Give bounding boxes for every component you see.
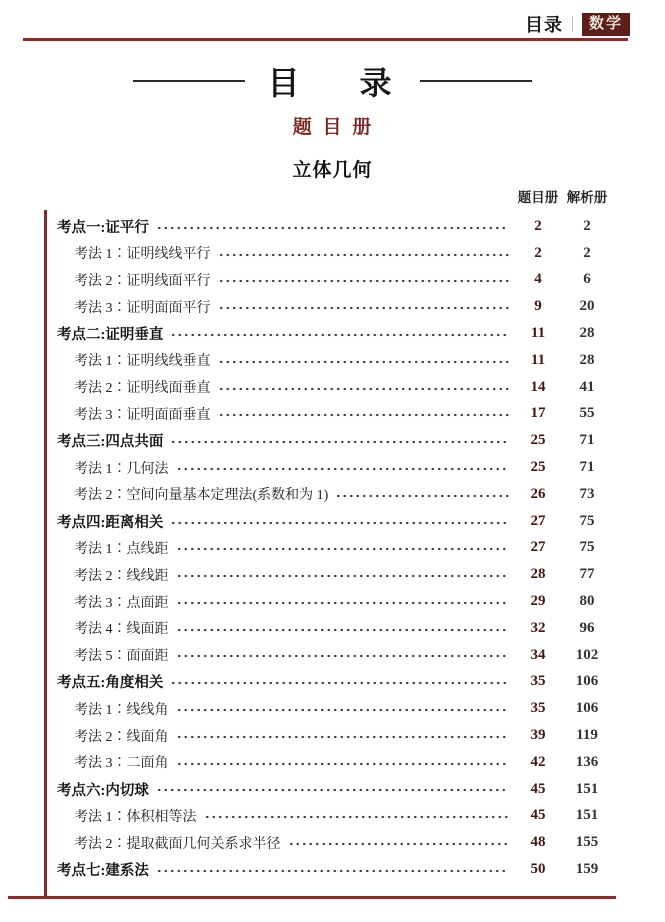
- toc-row: [57, 588, 612, 615]
- toc-row: [57, 374, 612, 401]
- page-number-question-book: 27: [530, 512, 546, 529]
- page-number-question-book: 25: [530, 459, 546, 476]
- page-number-answer-book: 2: [583, 217, 591, 234]
- book-subtitle: 题 目 册: [292, 117, 373, 138]
- dotted-leader: [218, 374, 510, 401]
- page-number-question-book: 45: [530, 807, 546, 824]
- page-number-answer-book: 119: [576, 727, 598, 744]
- toc-entry-label: 考法 2∶线线距: [74, 568, 169, 584]
- page-number-answer-book: 71: [579, 432, 595, 449]
- bottom-page-rule: [8, 896, 616, 899]
- page-number-question-book: 32: [530, 619, 546, 636]
- dotted-leader: [218, 240, 510, 267]
- column-header-answer-book: 解析册: [566, 190, 608, 205]
- dotted-leader: [176, 695, 510, 722]
- toc-entry-label: 考法 3∶证明面面平行: [74, 300, 211, 316]
- title-row: [0, 58, 665, 104]
- page-number-question-book: 14: [530, 378, 546, 395]
- dotted-leader: [218, 293, 510, 320]
- page-number-question-book: 39: [530, 727, 546, 744]
- toc-row: [57, 803, 612, 830]
- toc-entry-label: 考法 1∶体积相等法: [74, 809, 197, 825]
- toc-entry-label: 考法 2∶线面角: [74, 729, 169, 745]
- page-number-answer-book: 151: [575, 807, 599, 824]
- toc-row: [57, 615, 612, 642]
- page-number-question-book: 2: [534, 244, 542, 261]
- page-number-answer-book: 71: [579, 459, 595, 476]
- subject-badge: 数学: [582, 13, 630, 36]
- toc-row: [57, 508, 612, 535]
- page-number-answer-book: 155: [575, 834, 599, 851]
- page-number-answer-book: 6: [583, 271, 591, 288]
- page-number-answer-book: 80: [579, 593, 595, 610]
- dotted-leader: [176, 561, 510, 588]
- toc-entry-label: 考法 2∶证明线面垂直: [74, 381, 211, 397]
- toc-list: [44, 210, 612, 897]
- page-number-answer-book: 75: [579, 539, 595, 556]
- dotted-leader: [176, 454, 510, 481]
- toc-entry-label: 考点一:证平行: [57, 219, 149, 236]
- toc-entry-label: 考法 1∶证明线线平行: [74, 247, 211, 263]
- page-number-question-book: 9: [534, 298, 542, 315]
- page-header: [525, 11, 630, 37]
- title-dash-left: [133, 80, 245, 82]
- toc-entry-label: 考点二:证明垂直: [57, 327, 164, 344]
- toc-row: [57, 856, 612, 883]
- dotted-leader: [176, 722, 510, 749]
- dotted-leader: [218, 267, 510, 294]
- toc-row: [57, 427, 612, 454]
- toc-row: [57, 481, 612, 508]
- title-dash-right: [420, 80, 532, 82]
- dotted-leader: [176, 749, 510, 776]
- dotted-leader: [288, 829, 510, 856]
- page-number-question-book: 35: [530, 673, 546, 690]
- toc-row: [57, 722, 612, 749]
- page-number-answer-book: 41: [579, 378, 595, 395]
- page-number-answer-book: 55: [579, 405, 595, 422]
- dotted-leader: [170, 320, 509, 347]
- toc-row: [57, 642, 612, 669]
- page-number-question-book: 17: [530, 405, 546, 422]
- page-title: 目 录: [267, 65, 398, 101]
- page-number-answer-book: 20: [579, 298, 595, 315]
- toc-row: [57, 267, 612, 294]
- page-number-answer-book: 136: [575, 753, 599, 770]
- section-title: 立体几何: [292, 160, 373, 181]
- toc-row: [57, 535, 612, 562]
- toc-entry-label: 考法 4∶线面距: [74, 622, 169, 638]
- dotted-leader: [176, 535, 510, 562]
- toc-entry-label: 考法 2∶证明线面平行: [74, 273, 211, 289]
- header-divider: [572, 16, 573, 32]
- page-number-answer-book: 77: [579, 566, 595, 583]
- toc-entry-label: 考法 1∶几何法: [74, 461, 169, 477]
- toc-entry-label: 考法 2∶空间向量基本定理法(系数和为 1): [74, 488, 329, 504]
- column-headers: [514, 186, 612, 206]
- dotted-leader: [204, 803, 510, 830]
- toc-row: [57, 240, 612, 267]
- header-crumb: 目录: [524, 15, 563, 35]
- toc-row: [57, 669, 612, 696]
- toc-entry-label: 考法 1∶线线角: [74, 702, 169, 718]
- toc-entry-label: 考法 5∶面面距: [74, 649, 169, 665]
- dotted-leader: [218, 401, 510, 428]
- page-number-question-book: 29: [530, 593, 546, 610]
- toc-entry-label: 考点五:角度相关: [57, 675, 164, 692]
- page-number-answer-book: 106: [575, 673, 599, 690]
- toc-entry-label: 考法 3∶二面角: [74, 756, 169, 772]
- page-number-answer-book: 28: [579, 351, 595, 368]
- toc-entry-label: 考点七:建系法: [57, 863, 149, 880]
- dotted-leader: [156, 776, 509, 803]
- toc-row: [57, 454, 612, 481]
- dotted-leader: [176, 615, 510, 642]
- toc-row: [57, 829, 612, 856]
- page-number-answer-book: 159: [575, 861, 599, 878]
- page-number-answer-book: 151: [575, 780, 599, 797]
- page-number-answer-book: 73: [579, 485, 595, 502]
- page-number-question-book: 11: [530, 351, 546, 368]
- dotted-leader: [170, 427, 509, 454]
- page-number-answer-book: 75: [579, 512, 595, 529]
- dotted-leader: [170, 508, 509, 535]
- toc-row: [57, 749, 612, 776]
- dotted-leader: [218, 347, 510, 374]
- page-number-question-book: 4: [534, 271, 542, 288]
- toc-row: [57, 293, 612, 320]
- toc-row: [57, 695, 612, 722]
- page-number-question-book: 50: [530, 861, 546, 878]
- page-number-answer-book: 96: [579, 619, 595, 636]
- toc-row: [57, 561, 612, 588]
- dotted-leader: [176, 588, 510, 615]
- page-number-answer-book: 28: [579, 325, 595, 342]
- page-number-answer-book: 102: [575, 646, 599, 663]
- page-number-question-book: 42: [530, 753, 546, 770]
- toc-row: [57, 401, 612, 428]
- dotted-leader: [170, 669, 509, 696]
- toc-entry-label: 考法 2∶提取截面几何关系求半径: [74, 836, 281, 852]
- toc-entry-label: 考法 3∶证明面面垂直: [74, 407, 211, 423]
- toc-row: [57, 320, 612, 347]
- page-number-question-book: 34: [530, 646, 546, 663]
- toc-row: [57, 776, 612, 803]
- page-number-question-book: 25: [530, 432, 546, 449]
- page-number-question-book: 26: [530, 485, 546, 502]
- page-number-question-book: 2: [534, 217, 542, 234]
- toc-entry-label: 考法 1∶点线距: [74, 541, 169, 557]
- toc-entry-label: 考法 1∶证明线线垂直: [74, 354, 211, 370]
- toc-entry-label: 考点四:距离相关: [57, 514, 164, 531]
- page-number-question-book: 48: [530, 834, 546, 851]
- column-header-question-book: 题目册: [517, 190, 559, 205]
- toc-row: [57, 213, 612, 240]
- page-number-question-book: 11: [530, 325, 546, 342]
- header-rule: [23, 38, 628, 41]
- page-number-question-book: 45: [530, 780, 546, 797]
- page-number-question-book: 28: [530, 566, 546, 583]
- page-number-answer-book: 2: [583, 244, 591, 261]
- dotted-leader: [176, 642, 510, 669]
- dotted-leader: [156, 213, 509, 240]
- dotted-leader: [335, 481, 509, 508]
- toc-entry-label: 考点三:四点共面: [57, 434, 164, 451]
- toc-row: [57, 347, 612, 374]
- toc-entry-label: 考点六:内切球: [57, 782, 149, 799]
- toc-entry-label: 考法 3∶点面距: [74, 595, 169, 611]
- page-number-answer-book: 106: [575, 700, 599, 717]
- page-number-question-book: 35: [530, 700, 546, 717]
- page-number-question-book: 27: [530, 539, 546, 556]
- dotted-leader: [156, 856, 509, 883]
